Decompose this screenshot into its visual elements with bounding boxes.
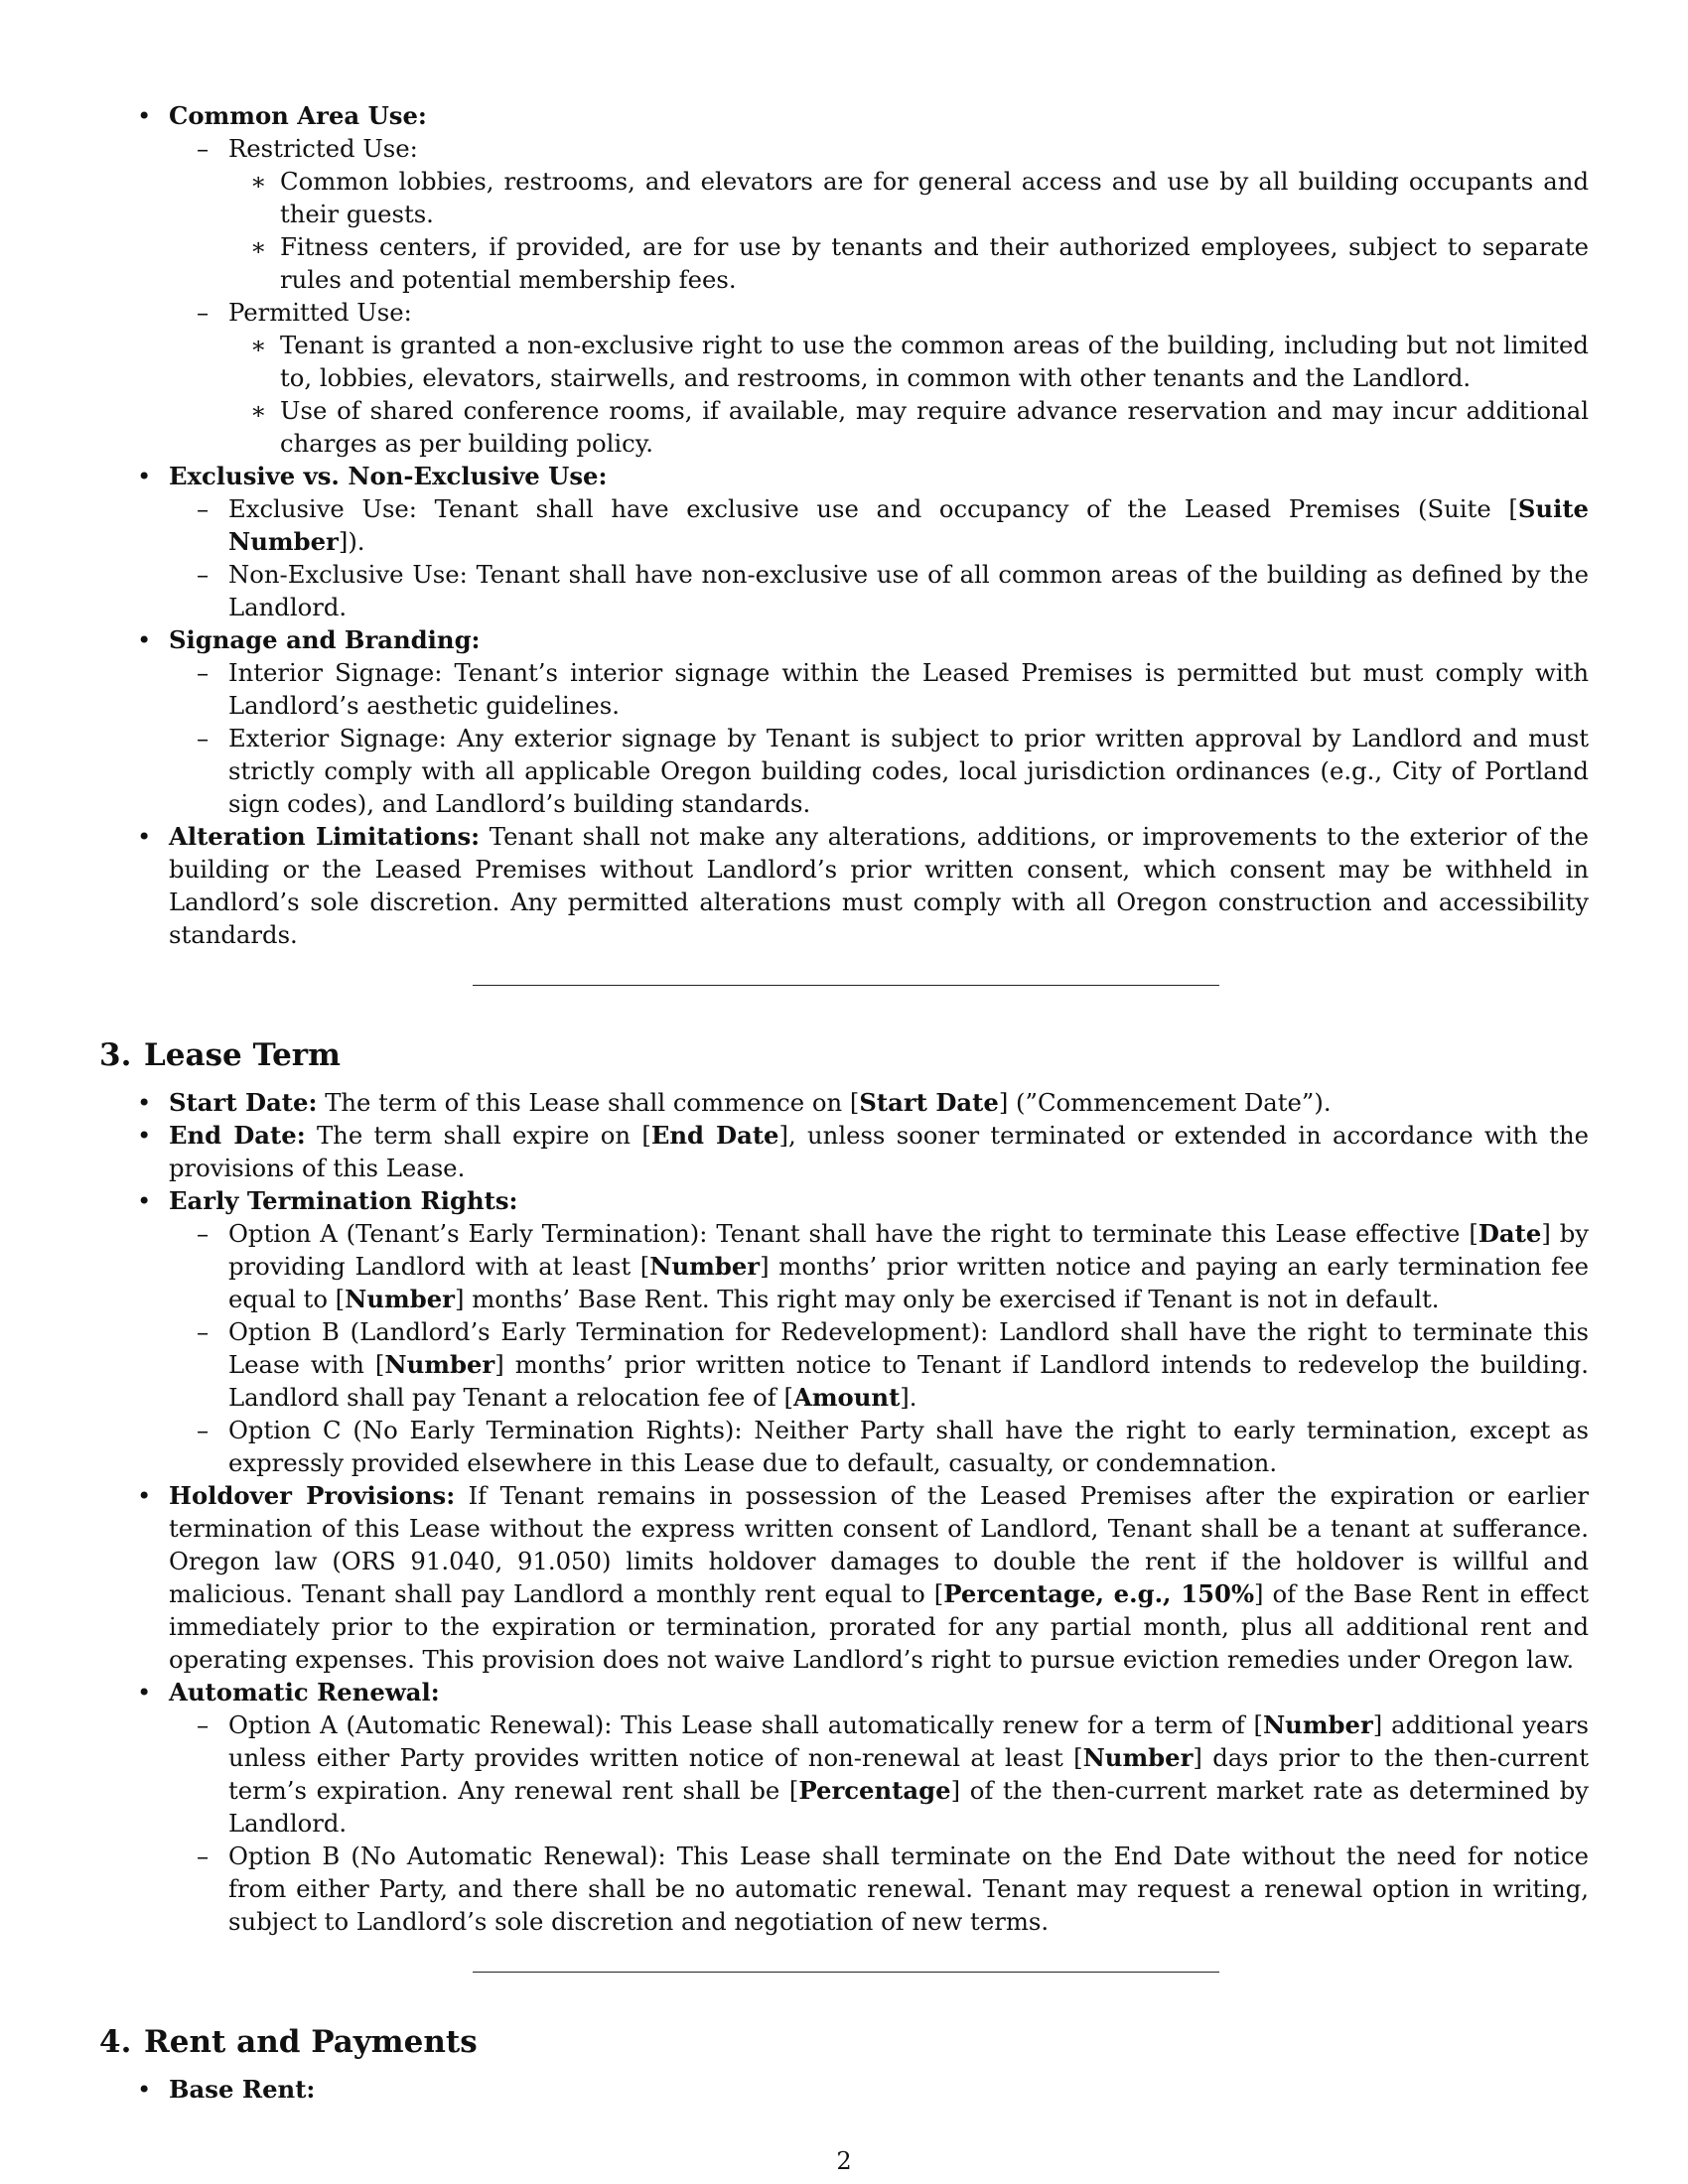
nonexclusive-use-line: – Non-Exclusive Use: Tenant shall have non-exclusive use of all common areas of the building as defined by the Landlord.	[169, 558, 1589, 623]
section4-heading	[99, 2022, 1589, 2062]
section4-list	[99, 2073, 1589, 2106]
signage-item	[99, 623, 1589, 820]
section2-list	[99, 99, 1589, 951]
section3-list	[99, 1086, 1589, 1938]
section-divider	[473, 985, 1219, 986]
exterior-signage-line: – Exterior Signage: Any exterior signage by Tenant is subject to prior written approval by Landlord and must strictly comply with all applicable Oregon building codes, local jurisdiction ordinances (e.g., City of Portland sign codes), and Landlord’s building standards.	[169, 722, 1589, 820]
signage-heading: Signage and Branding:	[169, 625, 481, 654]
alteration-item	[99, 820, 1589, 951]
document-page	[99, 99, 1589, 2106]
early-termination-option-a: – Option A (Tenant’s Early Termination): Tenant shall have the right to terminate this Lease effective [Date] by providing Landlord with at least [Number] months’ prior written notice and paying an early termination fee equal to [Number] months’ Base Rent. This right may only be exercised if Tenant is not in default.	[169, 1217, 1589, 1315]
permitted-use-line: ∗ Tenant is granted a non-exclusive right to use the common areas of the building, including but not limited to, lobbies, elevators, stairwells, and restrooms, in common with other tenants and the Landlord.	[228, 329, 1589, 394]
section4-number: 4.	[99, 2024, 132, 2060]
automatic-renewal-item	[99, 1676, 1589, 1938]
page-number: 2	[836, 2147, 852, 2175]
placeholder-suite-number: Suite Number	[228, 494, 1589, 556]
permitted-use-item	[169, 296, 1589, 460]
exclusive-use-line: – Exclusive Use: Tenant shall have exclusive use and occupancy of the Leased Premises (Suite [Suite Number]).	[169, 492, 1589, 558]
section3-title: Lease Term	[144, 1037, 341, 1073]
renewal-option-b: – Option B (No Automatic Renewal): This Lease shall terminate on the End Date without the need for notice from either Party, and there shall be no automatic renewal. Tenant may request a renewal option in writing, subject to Landlord’s sole discretion and negotiation of new terms.	[169, 1840, 1589, 1938]
common-area-heading: Common Area Use:	[169, 101, 427, 130]
exclusive-heading: Exclusive vs. Non-Exclusive Use:	[169, 462, 608, 490]
placeholder-percentage: Percentage, e.g., 150%	[943, 1579, 1255, 1608]
restricted-use-line: ∗ Fitness centers, if provided, are for use by tenants and their authorized employees, subject to separate rules and potential membership fees.	[228, 230, 1589, 296]
alteration-text: Tenant shall not make any alterations, additions, or improvements to the exterior of the building or the Leased Premises without Landlord’s prior written consent, which consent may be withheld in Landlord’s sole discretion. Any permitted alterations must comply with all Oregon construction and accessibility standards.	[169, 822, 1589, 949]
common-area-item	[99, 99, 1589, 460]
restricted-use-line: ∗ Common lobbies, restrooms, and elevators are for general access and use by all building occupants and their guests.	[228, 165, 1589, 230]
early-termination-option-b: – Option B (Landlord’s Early Termination for Redevelopment): Landlord shall have the right to terminate this Lease with [Number] months’ prior written notice to Tenant if Landlord intends to redevelop the building. Landlord shall pay Tenant a relocation fee of [Amount].	[169, 1315, 1589, 1414]
early-termination-item	[99, 1184, 1589, 1479]
base-rent-item	[99, 2073, 1589, 2106]
placeholder-end-date: End Date	[650, 1121, 779, 1150]
early-termination-option-c: – Option C (No Early Termination Rights): Neither Party shall have the right to early termination, except as expressly provided elsewhere in this Lease due to default, casualty, or condemnation.	[169, 1414, 1589, 1479]
section4-title: Rent and Payments	[144, 2024, 478, 2060]
restricted-use-item	[169, 132, 1589, 296]
section3-heading	[99, 1035, 1589, 1075]
placeholder-start-date: Start Date	[859, 1088, 999, 1117]
section-divider	[473, 1972, 1219, 1973]
end-date-item: • End Date: The term shall expire on [End Date], unless sooner terminated or extended in accordance with the provisions of this Lease.	[99, 1119, 1589, 1184]
restricted-use-label: Restricted Use:	[228, 134, 418, 163]
start-date-item: • Start Date: The term of this Lease shall commence on [Start Date] (”Commencement Date”).	[99, 1086, 1589, 1119]
early-termination-heading: Early Termination Rights:	[169, 1186, 518, 1215]
permitted-use-line: ∗ Use of shared conference rooms, if available, may require advance reservation and may incur additional charges as per building policy.	[228, 394, 1589, 460]
holdover-item: • Holdover Provisions: If Tenant remains in possession of the Leased Premises after the expiration or earlier termination of this Lease without the express written consent of Landlord, Tenant shall be a tenant at sufferance. Oregon law (ORS 91.040, 91.050) limits holdover damages to double the rent if the holdover is willful and malicious. Tenant shall pay Landlord a monthly rent equal to [Percentage, e.g., 150%] of the Base Rent in effect immediately prior to the expiration or termination, prorated for any partial month, plus all additional rent and operating expenses. This provision does not waive Landlord’s right to pursue eviction remedies under Oregon law.	[99, 1479, 1589, 1676]
base-rent-heading: Base Rent:	[169, 2075, 316, 2104]
automatic-renewal-heading: Automatic Renewal:	[169, 1678, 440, 1706]
holdover-heading: Holdover Provisions:	[169, 1481, 456, 1510]
exclusive-use-item	[99, 460, 1589, 623]
renewal-option-a: – Option A (Automatic Renewal): This Lease shall automatically renew for a term of [Number] additional years unless either Party provides written notice of non-renewal at least [Number] days prior to the then-current term’s expiration. Any renewal rent shall be [Percentage] of the then-current market rate as determined by Landlord.	[169, 1708, 1589, 1840]
section3-number: 3.	[99, 1037, 132, 1073]
alteration-heading: Alteration Limitations:	[169, 822, 481, 851]
permitted-use-label: Permitted Use:	[228, 298, 412, 327]
interior-signage-line: – Interior Signage: Tenant’s interior signage within the Leased Premises is permitted but must comply with Landlord’s aesthetic guidelines.	[169, 656, 1589, 722]
